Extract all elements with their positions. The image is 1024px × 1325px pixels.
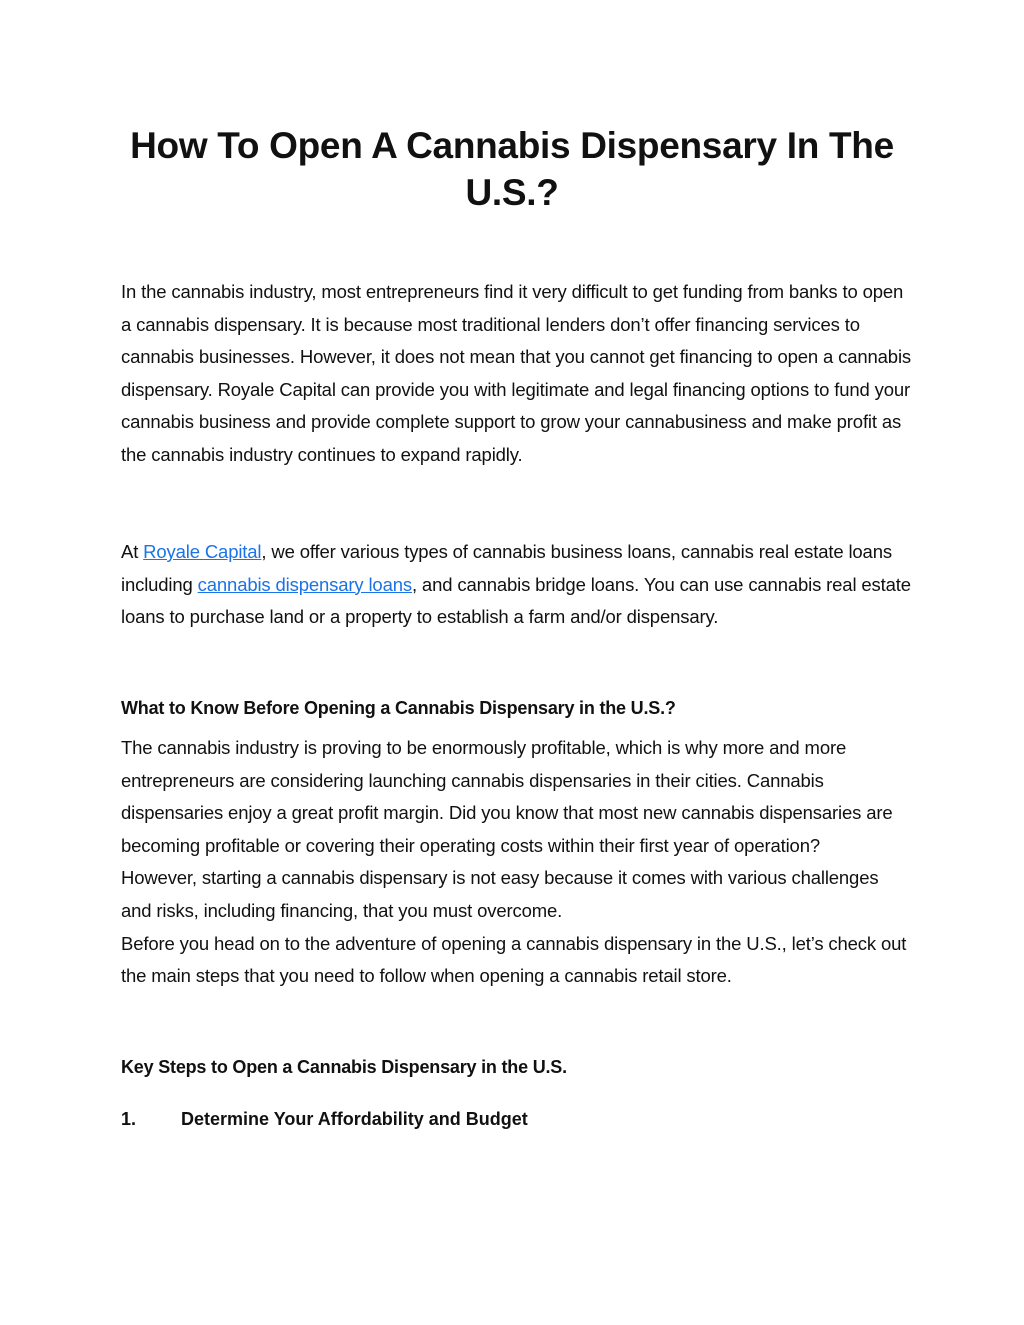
offer-prefix: At: [121, 541, 144, 562]
intro-paragraph: In the cannabis industry, most entrepreneurs find it very difficult to get funding from banks to open a cannabis dispensary. It is because most traditional lenders don’t offer financing services to cannabis businesses. However, it does not mean that you cannot get financing to open a cannabis dispensary. Royale Capital can provide you with legitimate and legal financing options to fund your cannabis business and provide complete support to grow your cannabusiness and make profit as the cannabis industry continues to expand rapidly.: [121, 281, 912, 465]
body-paragraph-1: The cannabis industry is proving to be enormously profitable, which is why more and more entrepreneurs are considering launching cannabis dispensaries in their cities. Cannabis dispensaries enjoy a great profit margin. Did you know that most new cannabis dispensaries are becoming profitable or covering their operating costs within their first year of operation?: [121, 737, 893, 856]
offer-suffix: , and cannabis bridge loans. You can use cannabis real estate loans to purchase land or a property to establish a farm and/or dispensary.: [121, 573, 911, 628]
offer-middle: , we offer various types of cannabis business loans, cannabis real estate loans including: [121, 541, 892, 595]
step-list-item-1: [121, 1105, 528, 1133]
section-heading-key-steps: Key Steps to Open a Cannabis Dispensary in the U.S.: [121, 1057, 567, 1077]
royale-capital-link[interactable]: Royale Capital: [143, 541, 262, 562]
offer-paragraph: [121, 536, 911, 634]
document-title: How To Open A Cannabis Dispensary In The U.S.?: [130, 125, 894, 213]
section-heading-what-to-know: What to Know Before Opening a Cannabis Dispensary in the U.S.?: [121, 698, 676, 718]
cannabis-dispensary-loans-link[interactable]: cannabis dispensary loans: [197, 573, 412, 595]
step-label: Determine Your Affordability and Budget: [181, 1109, 528, 1129]
body-paragraph-2: However, starting a cannabis dispensary is not easy because it comes with various challenges and risks, including financing, that you must overcome.: [121, 867, 879, 921]
what-to-know-body: [121, 732, 911, 993]
body-paragraph-3: Before you head on to the adventure of opening a cannabis dispensary in the U.S., let’s check out the main steps that you need to follow when opening a cannabis retail store.: [121, 932, 907, 987]
step-number: 1.: [121, 1109, 137, 1129]
